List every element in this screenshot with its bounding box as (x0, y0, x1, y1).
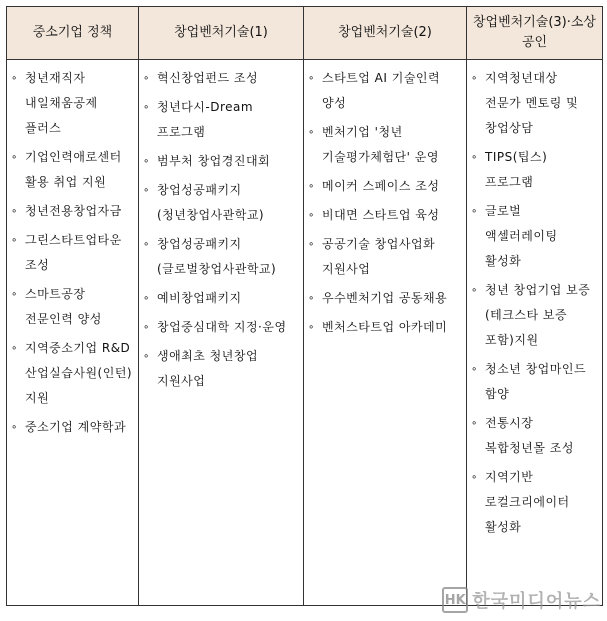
bullet-icon: ∘ (471, 472, 478, 483)
policy-item-text: 창업중심대학 지정·운영 (157, 320, 287, 334)
policy-item-text: 창업성공패키지(청년창업사관학교) (157, 183, 265, 222)
policy-item-text: 지역중소기업 R&D 산업실습사원(인턴)지원 (25, 341, 133, 405)
bullet-icon: ∘ (308, 210, 315, 221)
policy-item (471, 465, 598, 540)
policy-item-text: 벤처기업 '청년 기술평가체험단' 운영 (322, 125, 439, 164)
header-col-3: 창업벤처기술(2) (304, 7, 467, 60)
bullet-icon: ∘ (11, 422, 18, 433)
column-2-cell (139, 60, 304, 606)
policy-item (471, 199, 598, 274)
column-2-list (143, 66, 299, 394)
policy-item-text: 지역기반 로컬크리에이터 활성화 (485, 470, 570, 534)
policy-item-text: 혁신창업펀드 조성 (157, 71, 259, 85)
column-3-cell (304, 60, 467, 606)
bullet-icon: ∘ (143, 156, 150, 167)
policy-item (308, 120, 462, 170)
watermark-logo: HK (442, 587, 468, 613)
policy-item-text: 우수벤처기업 공동채용 (322, 291, 448, 305)
policy-item (143, 232, 299, 282)
policy-item-text: 스타트업 AI 기술인력 양성 (322, 71, 441, 110)
policy-item-text: 창업성공패키지(글로벌창업사관학교) (157, 237, 277, 276)
column-3-list (308, 66, 462, 340)
column-1-cell (7, 60, 139, 606)
bullet-icon: ∘ (11, 289, 18, 300)
policy-item-text: TIPS(팁스) 프로그램 (485, 150, 548, 189)
policy-item (308, 286, 462, 311)
policy-item-text: 청소년 창업마인드 함양 (485, 362, 587, 401)
body-row (7, 60, 603, 606)
policy-item (143, 95, 299, 145)
policy-item-text: 그린스타트업타운 조성 (25, 233, 122, 272)
policy-item (308, 232, 462, 282)
bullet-icon: ∘ (11, 343, 18, 354)
policy-item (471, 357, 598, 407)
policy-item-text: 청년전용창업자금 (25, 204, 122, 218)
policy-item-text: 전통시장 복합청년몰 조성 (485, 416, 574, 455)
policy-item-text: 생애최초 청년창업 지원사업 (157, 349, 259, 388)
policy-item (471, 411, 598, 461)
policy-item-text: 지역청년대상 전문가 멘토링 및 창업상담 (485, 71, 579, 135)
policy-item (143, 178, 299, 228)
policy-table (6, 6, 603, 606)
bullet-icon: ∘ (471, 285, 478, 296)
policy-item (143, 286, 299, 311)
policy-item (143, 66, 299, 91)
bullet-icon: ∘ (11, 206, 18, 217)
policy-item (11, 415, 134, 440)
bullet-icon: ∘ (143, 185, 150, 196)
policy-item-text: 기업인력애로센터 활용 취업 지원 (25, 150, 122, 189)
policy-item-text: 스마트공장 전문인력 양성 (25, 287, 102, 326)
policy-item (308, 315, 462, 340)
policy-item (471, 278, 598, 353)
policy-item-text: 벤처스타트업 아카데미 (322, 320, 448, 334)
policy-item-text: 범부처 창업경진대회 (157, 154, 271, 168)
bullet-icon: ∘ (143, 322, 150, 333)
bullet-icon: ∘ (143, 73, 150, 84)
policy-item (471, 66, 598, 141)
policy-item-text: 예비창업패키지 (157, 291, 242, 305)
bullet-icon: ∘ (11, 152, 18, 163)
policy-item-text: 메이커 스페이스 조성 (322, 179, 440, 193)
policy-item (11, 336, 134, 411)
bullet-icon: ∘ (308, 127, 315, 138)
bullet-icon: ∘ (471, 73, 478, 84)
column-4-cell (467, 60, 603, 606)
policy-item (11, 199, 134, 224)
bullet-icon: ∘ (308, 322, 315, 333)
policy-item (143, 315, 299, 340)
news-watermark (442, 587, 601, 613)
column-1-list (11, 66, 134, 440)
policy-item-text: 비대면 스타트업 육성 (322, 208, 440, 222)
policy-item (143, 344, 299, 394)
policy-item-text: 공공기술 창업사업화 지원사업 (322, 237, 436, 276)
bullet-icon: ∘ (308, 239, 315, 250)
bullet-icon: ∘ (471, 364, 478, 375)
policy-item-text: 글로벌 액셀러레이팅 활성화 (485, 204, 558, 268)
header-row (7, 7, 603, 60)
policy-item-text: 중소기업 계약학과 (25, 420, 127, 434)
policy-item-text: 청년 창업기업 보증(테크스타 보증 포함)지원 (485, 283, 591, 347)
policy-item (308, 203, 462, 228)
policy-item (11, 145, 134, 195)
bullet-icon: ∘ (143, 293, 150, 304)
policy-item (143, 149, 299, 174)
header-col-2: 창업벤처기술(1) (139, 7, 304, 60)
policy-item (308, 66, 462, 116)
bullet-icon: ∘ (308, 293, 315, 304)
policy-item (471, 145, 598, 195)
bullet-icon: ∘ (471, 206, 478, 217)
bullet-icon: ∘ (471, 418, 478, 429)
bullet-icon: ∘ (143, 239, 150, 250)
policy-item (11, 228, 134, 278)
header-col-4: 창업벤처기술(3)·소상공인 (467, 7, 603, 60)
bullet-icon: ∘ (308, 181, 315, 192)
header-col-1: 중소기업 정책 (7, 7, 139, 60)
bullet-icon: ∘ (143, 351, 150, 362)
policy-item-text: 청년다시-Dream 프로그램 (157, 100, 254, 139)
policy-item (308, 174, 462, 199)
policy-item (11, 282, 134, 332)
bullet-icon: ∘ (308, 73, 315, 84)
bullet-icon: ∘ (11, 235, 18, 246)
column-4-list (471, 66, 598, 540)
policy-item-text: 청년재직자 내일채움공제 플러스 (25, 71, 98, 135)
bullet-icon: ∘ (143, 102, 150, 113)
bullet-icon: ∘ (471, 152, 478, 163)
watermark-text: 한국미디어뉴스 (472, 591, 601, 612)
bullet-icon: ∘ (11, 73, 18, 84)
policy-item (11, 66, 134, 141)
